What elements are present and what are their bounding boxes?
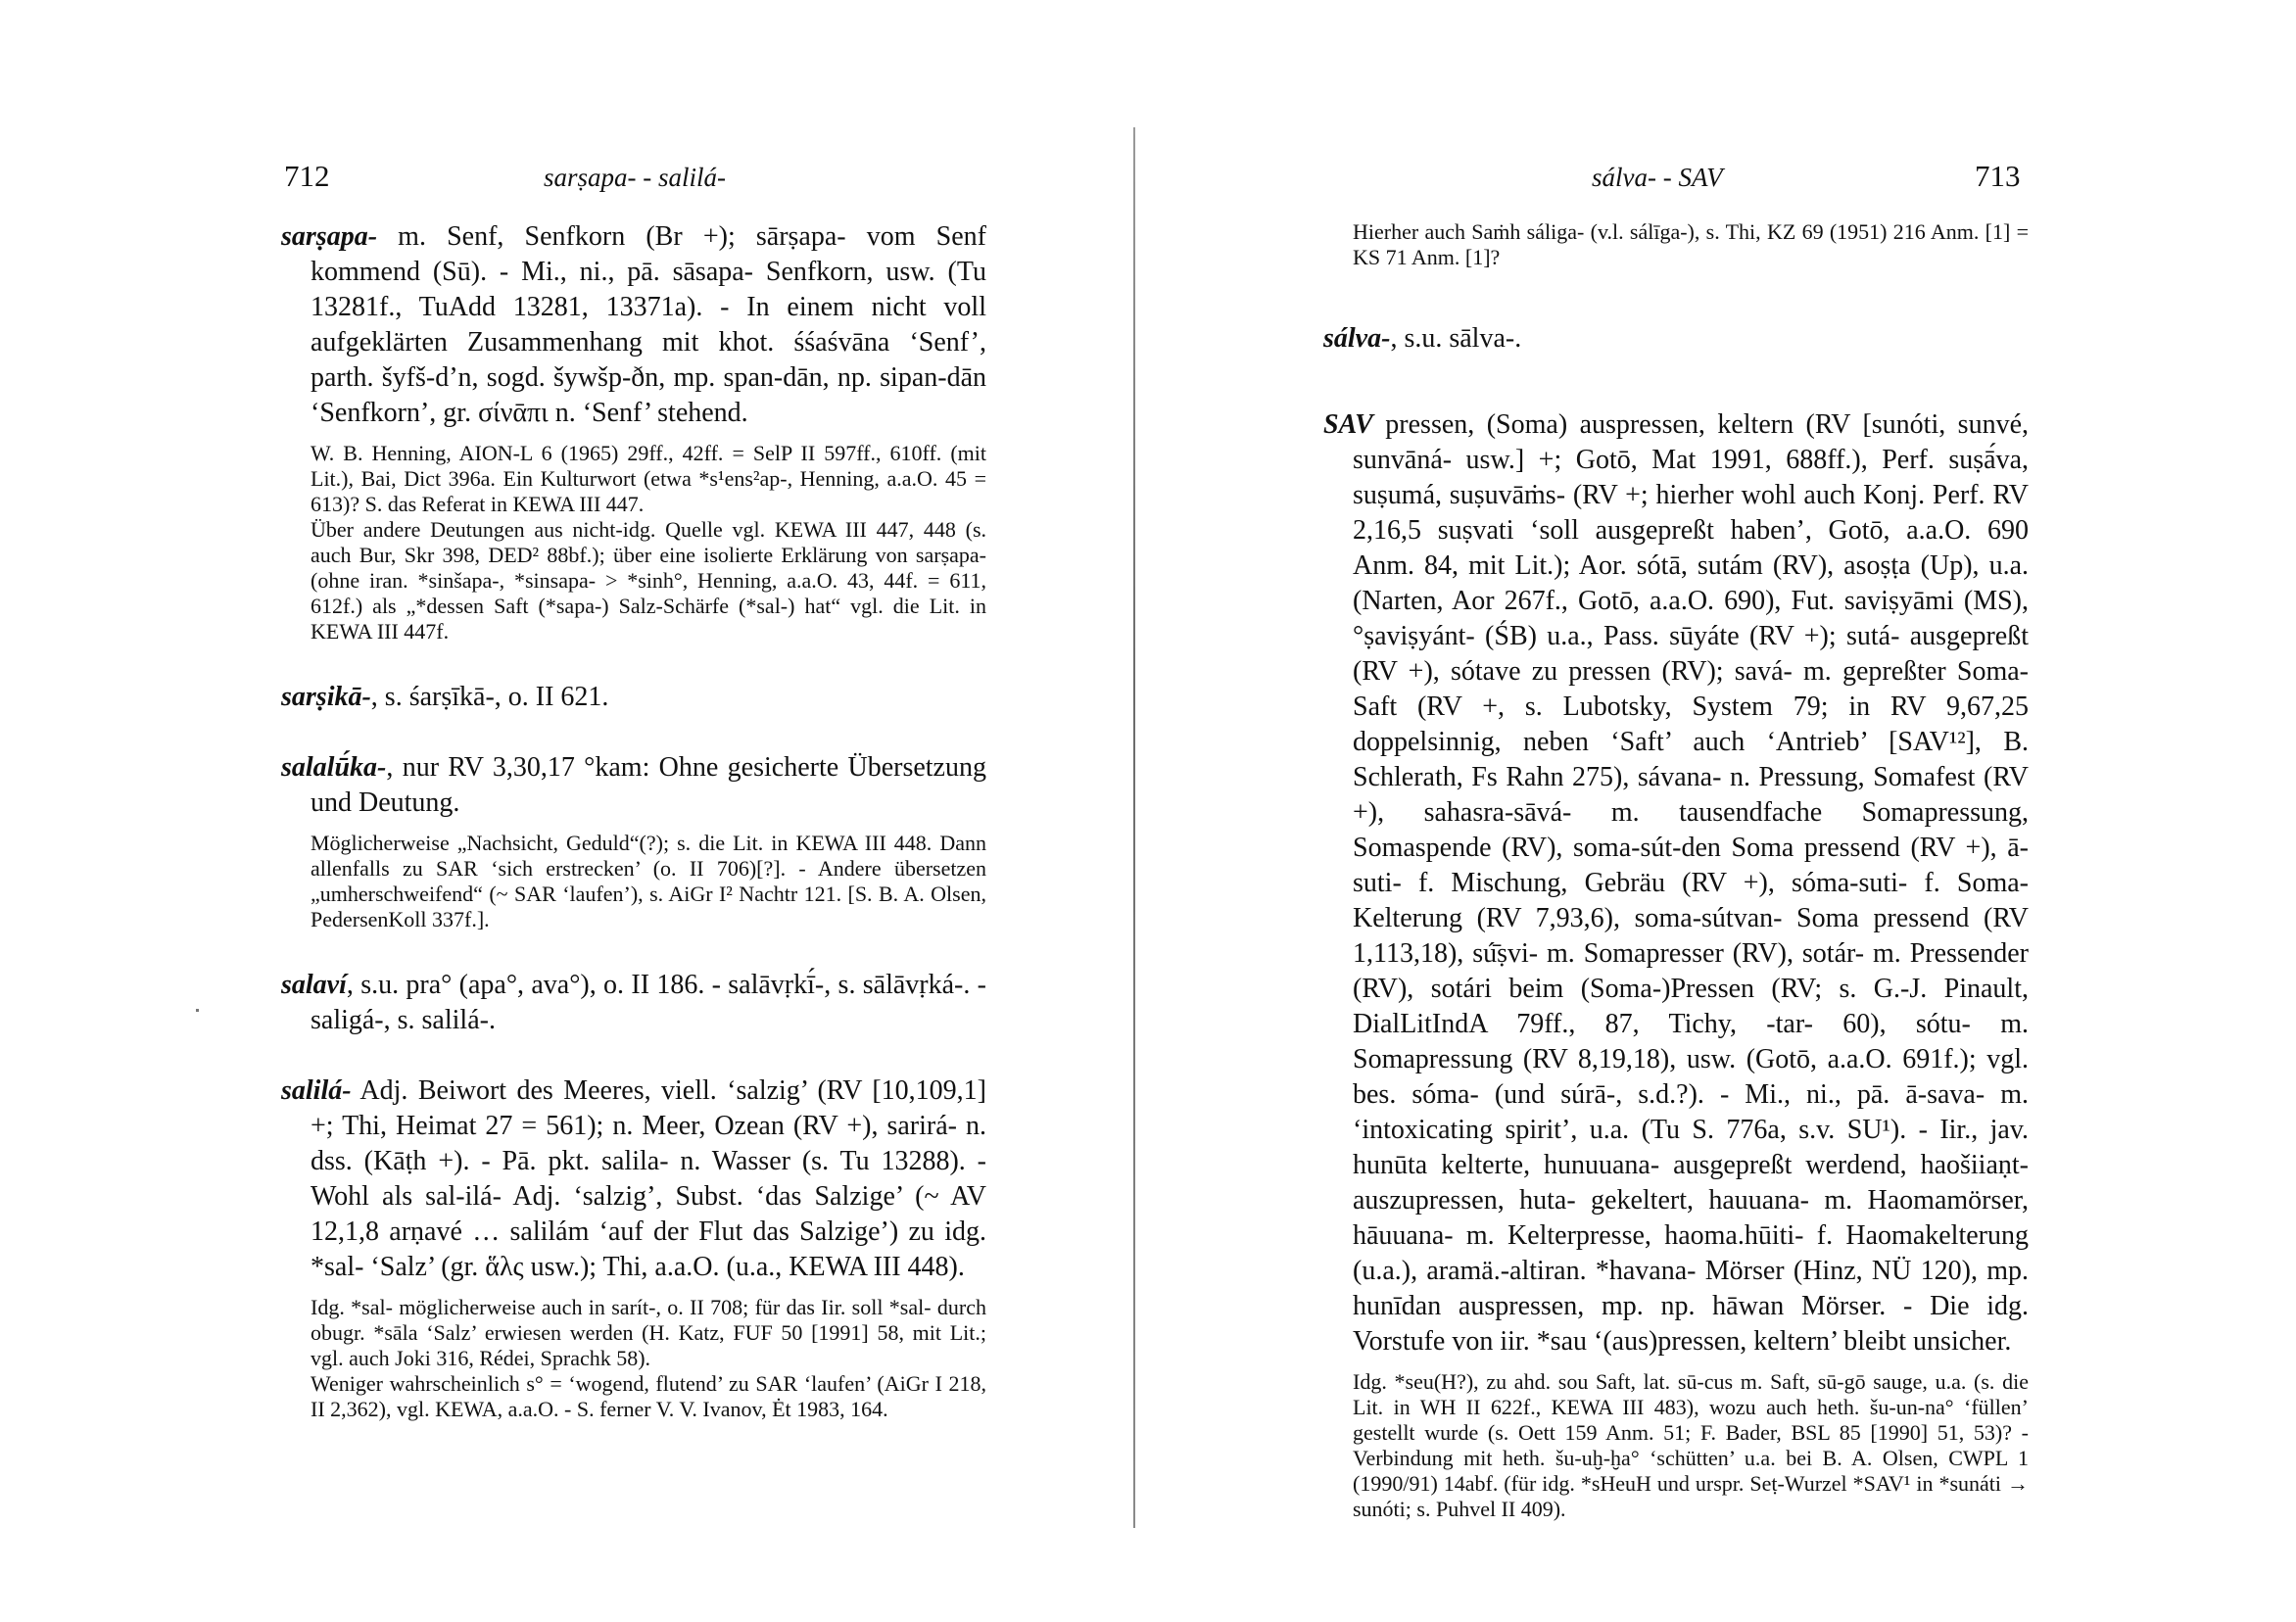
page-number-left: 712 — [284, 159, 330, 193]
running-head-right: sálva- - SAV — [1592, 163, 1723, 192]
entry-lemma: SAV — [1323, 409, 1373, 440]
entry-lemma: sarṣikā- — [281, 682, 371, 712]
entry-note: Weniger wahrscheinlich s° = ‘wogend, flutend’ zu SAR ‘laufen’ (AiGr I 218, II 2,362), vgl. KEWA, a.a.O. - S. ferner V. V. Ivanov, Ėt 1983, 164. — [311, 1371, 986, 1421]
entry-lemma: sálva- — [1323, 323, 1391, 354]
entry-note: Idg. *seu(H?), zu ahd. sou Saft, lat. sū-cus m. Saft, sū-gō sauge, u.a. (s. die Lit. in WH II 622f., KEWA III 483), wozu auch heth. šu-un-na° ‘füllen’ gestellt wurde (s. Oett 159 Anm. 51; F. Bader, BSL 85 [1990] 51, 53)? - Verbindung mit heth. šu-uḫ-ḫa° ‘schütten’ u.a. bei B. A. Olsen, CWPL 1 (1990/91) 14abf. (für idg. *sHeuH und urspr. Seṭ-Wurzel *SAV¹ in *sunáti → sunóti; s. Puhvel II 409). — [1353, 1369, 2029, 1521]
scan-speck — [196, 1009, 199, 1012]
entry-lemma: sarṣapa- — [281, 221, 378, 252]
entry-salva — [1323, 321, 2029, 357]
entry-lemma: salilá- — [281, 1075, 352, 1106]
entry-lemma: salalū́ka- — [281, 752, 387, 783]
entry-lemma: salaví — [281, 970, 347, 1000]
entry-salila — [281, 1073, 986, 1285]
intro-note: Hierher auch Saṁh sáliga- (v.l. sálīga-), s. Thi, KZ 69 (1951) 216 Anm. [1] = KS 71 Anm. [1]? — [1353, 219, 2029, 269]
entry-text: pressen, (Soma) auspressen, keltern (RV [sunóti, sunvé, sunvāná- usw.] +; Gotō, Mat 1991, 688ff.), Perf. suṣā́va, suṣumá, suṣuvāṁs- (RV +; hierher wohl auch Konj. Perf. RV 2,16,5 suṣvati ‘soll ausgepreßt haben’, Gotō, a.a.O. 690 Anm. 84, mit Lit.); Aor. sótā, sutám (RV), asoṣṭa (Up), u.a. (Narten, Aor 267f., Gotō, a.a.O. 690), Fut. saviṣyāmi (MS), °ṣaviṣyánt- (ŚB) u.a., Pass. sūyáte (RV +); sutá- ausgepreßt (RV +), sótave zu pressen (RV); savá- m. gepreßter Soma-Saft (RV +, s. Lubotsky, System 79; in RV 9,67,25 doppelsinnig, neben ‘Saft’ auch ‘Antrieb’ [SAV¹²], B. Schlerath, Fs Rahn 275), sávana- n. Pressung, Somafest (RV +), sahasra-sāvá- m. tausendfache Somapressung, Somaspende (RV), soma-sút-den Soma pressend (RV +), ā-suti- f. Mischung, Gebräu (RV +), sóma-suti- f. Soma-Kelterung (RV 7,93,6), soma-sútvan- Soma pressend (RV 1,113,18), sú̄ṣvi- m. Somapresser (RV), sotár- m. Pressender (RV), sotári beim (Soma-)Pressen (RV; s. G.-J. Pinault, DialLitIndA 79ff., 87, Tichy, -tar- 60), sótu- m. Somapressung (RV 8,19,18), usw. (Gotō, a.a.O. 691f.); vgl. bes. sóma- (und súrā-, s.d.?). - Mi., ni., pā. ā-sava- m. ‘intoxicating spirit’, u.a. (Tu S. 776a, s.v. SU¹). - Iir., jav. hunūta kelterte, hunuuana- ausgepreßt werdend, haošiiaṇt-auszupressen, huta- gekeltert, hauuana- m. Haomamörser, hāuuana- m. Kelterpresse, haoma.hūiti- f. Haomakelterung (u.a.), aramä.-altiran. *havana- Mörser (Hinz, NÜ 120), mp. hunīdan auspressen, mp. np. hāwan Mörser. - Die idg. Vorstufe von iir. *sau ‘(aus)pressen, keltern’ bleibt unsicher. — [1353, 409, 2029, 1357]
entry-text: m. Senf, Senfkorn (Br +); sārṣapa- vom Senf kommend (Sū). - Mi., ni., pā. sāsapa- Senfkorn, usw. (Tu 13281f., TuAdd 13281, 13371a). - In einem nicht voll aufgeklärten Zusammenhang mit khot. śśaśvāna ‘Senf’, parth. šyfš-d’n, sogd. šywšp-ðn, mp. span-dān, np. sipan-dān ‘Senfkorn’, gr. σίνᾱπι n. ‘Senf’ stehend. — [311, 221, 986, 428]
right-column — [1323, 219, 2029, 1522]
entry-note: Möglicherweise „Nachsicht, Geduld“(?); s. die Lit. in KEWA III 448. Dann allenfalls zu SAR ‘sich erstrecken’ (o. II 706)[?]. - Andere übersetzen „umherschweifend“ (~ SAR ‘laufen’), s. AiGr I² Nachtr 121. [S. B. A. Olsen, PedersenKoll 337f.]. — [311, 831, 986, 931]
entry-salavi — [281, 968, 986, 1038]
entry-text: Adj. Beiwort des Meeres, viell. ‘salzig’ (RV [10,109,1] +; Thi, Heimat 27 = 561); n. Meer, Ozean (RV +), sarirá- n. dss. (Kāṭh +). - Pā. pkt. salila- n. Wasser (s. Tu 13288). - Wohl als sal-ilá- Adj. ‘salzig’, Subst. ‘das Salzige’ (~ AV 12,1,8 arṇavé … salilám ‘auf der Flut das Salzige’) zu idg. *sal- ‘Salz’ (gr. ἅλς usw.); Thi, a.a.O. (u.a., KEWA III 448). — [311, 1075, 986, 1282]
right-page — [1136, 0, 2296, 1622]
entry-sav — [1323, 407, 2029, 1360]
page-gutter — [1133, 127, 1135, 1528]
entry-note: Über andere Deutungen aus nicht-idg. Quelle vgl. KEWA III 447, 448 (s. auch Bur, Skr 398, DED² 88bf.); über eine isolierte Erklärung von sarṣapa- (ohne iran. *sinšapa-, *sinsapa- > *sinh°, Henning, a.a.O. 43, 44f. = 611, 612f.) als „*dessen Saft (*sapa-) Salz-Schärfe (*sal-) hat“ vgl. die Lit. in KEWA III 447f. — [311, 517, 986, 644]
entry-text: , s. śarṣīkā-, o. II 621. — [370, 682, 609, 712]
entry-note: Idg. *sal- möglicherweise auch in sarít-, o. II 708; für das Iir. soll *sal- durch obugr. *sāla ‘Salz’ erwiesen werden (H. Katz, FUF 50 [1991] 58, mit Lit.; vgl. auch Joki 316, Rédei, Sprachk 58). — [311, 1295, 986, 1370]
entry-text: , nur RV 3,30,17 °kam: Ohne gesicherte Übersetzung und Deutung. — [311, 752, 986, 818]
entry-note: W. B. Henning, AION-L 6 (1965) 29ff., 42ff. = SelP II 597ff., 610ff. (mit Lit.), Bai, Dict 396a. Ein Kulturwort (etwa *s¹ens²ap-, Henning, a.a.O. 45 = 613)? S. das Referat in KEWA III 447. — [311, 441, 986, 516]
entry-text: , s.u. sālva-. — [1390, 323, 1522, 354]
page-number-right: 713 — [1975, 159, 2021, 193]
left-page — [0, 0, 1136, 1622]
entry-salaluka — [281, 750, 986, 821]
running-head-left: sarṣapa- - salilá- — [544, 163, 727, 192]
entry-sarsapa — [281, 219, 986, 431]
left-column — [281, 219, 986, 1422]
entry-sarsika — [281, 680, 986, 715]
entry-text: , s.u. pra° (apa°, ava°), o. II 186. - salāvṛkī́-, s. sālāvṛká-. - saligá-, s. salilá-. — [311, 970, 986, 1035]
